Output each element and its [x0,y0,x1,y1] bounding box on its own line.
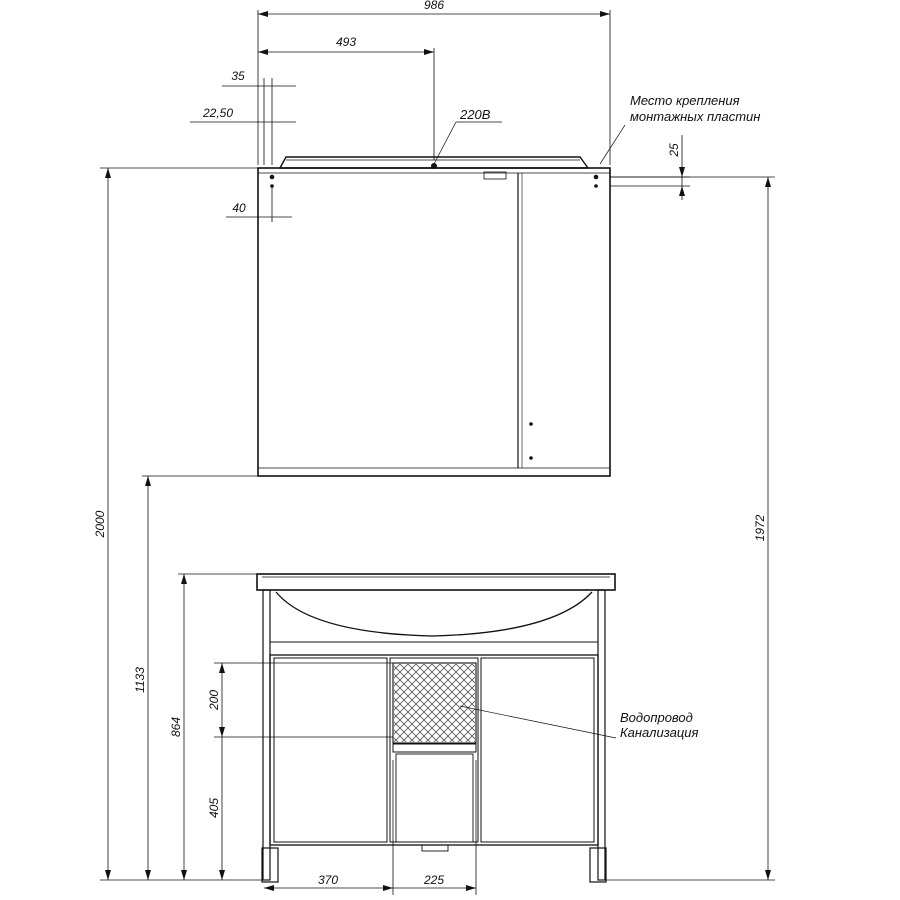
arrow-ticks [105,11,771,891]
dim-22-50: 22,50 [202,106,234,120]
dim-405: 405 [207,797,221,819]
right-door [481,658,594,842]
leader-lines [434,122,625,738]
countertop [257,574,615,590]
dim-370: 370 [317,873,339,887]
left-door [274,658,387,842]
dim-1972: 1972 [753,514,767,542]
label-pipes-line1: Водопровод [620,710,693,725]
dim-1133: 1133 [133,667,147,693]
dim-40: 40 [232,201,246,215]
dim-35: 35 [231,69,245,83]
label-mount-line1: Место крепления [630,93,740,108]
label-pipes-line2: Канализация [620,725,699,740]
dimension-lines [100,10,775,895]
dim-986: 986 [423,0,445,12]
label-mount-line2: монтажных пластин [630,109,761,124]
mirror-cabinet [258,157,610,476]
mounting-points [270,163,599,460]
dim-225: 225 [423,873,445,887]
dim-200: 200 [207,689,221,711]
dim-493: 493 [335,35,357,49]
dim-2000: 2000 [93,510,107,538]
dim-864: 864 [169,716,183,738]
label-power: 220В [460,107,491,122]
sink-bowl [276,592,592,636]
dim-25: 25 [667,143,681,157]
mirror-body [258,168,610,476]
